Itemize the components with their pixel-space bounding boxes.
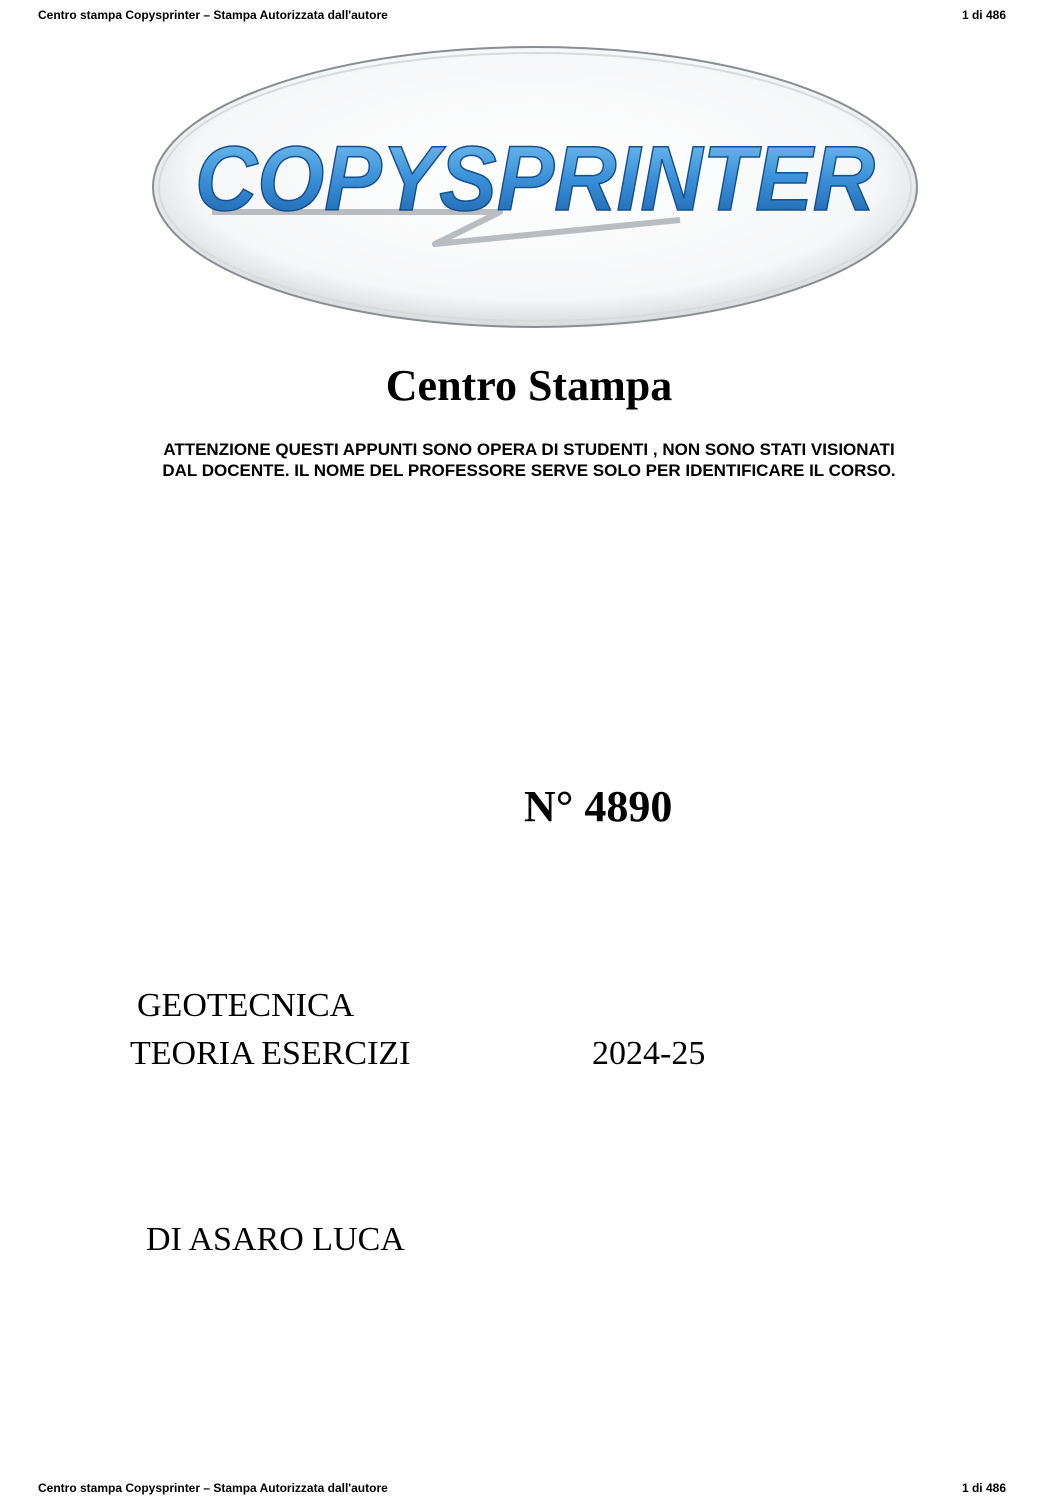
- running-footer: [38, 1481, 1006, 1495]
- course-title: TEORIA ESERCIZI: [130, 1035, 411, 1072]
- disclaimer-notice: [60, 439, 998, 481]
- disclaimer-line-1: ATTENZIONE QUESTI APPUNTI SONO OPERA DI STUDENTI , NON SONO STATI VISIONATI: [163, 440, 895, 459]
- author-name: DI ASARO LUCA: [146, 1221, 405, 1258]
- disclaimer-line-2: DAL DOCENTE. IL NOME DEL PROFESSORE SERVE SOLO PER IDENTIFICARE IL CORSO.: [162, 461, 896, 480]
- header-page-count: 1 di 486: [961, 8, 1006, 22]
- document-number: N° 4890: [524, 782, 673, 831]
- copysprinter-logo: [150, 44, 920, 334]
- footer-page-count: 1 di 486: [961, 1481, 1006, 1495]
- footer-text: Centro stampa Copysprinter – Stampa Autorizzata dall'autore: [38, 1481, 388, 1495]
- logo-text: COPYSPRINTER: [195, 128, 875, 230]
- page-title: Centro Stampa: [385, 361, 673, 410]
- header-text: Centro stampa Copysprinter – Stampa Autorizzata dall'autore: [38, 8, 388, 22]
- academic-year: 2024-25: [592, 1035, 706, 1072]
- course-subject: GEOTECNICA: [137, 987, 355, 1024]
- running-header: [38, 8, 1006, 22]
